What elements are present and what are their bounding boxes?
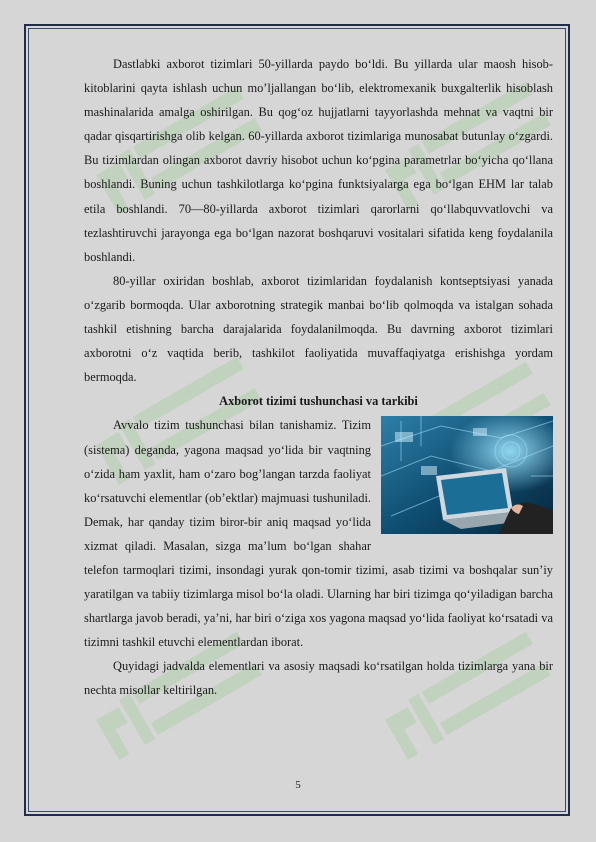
laptop-illustration [381,416,553,534]
paragraph-3: Avvalo tizim tushunchasi bilan tanishamiz. Tizim (sistema) deganda, yagona maqsad yo‘lida bir vaqtning o‘zida ham yaxlit, ham o‘zaro bog’langan tarzda faoliyat ko‘rsatuvchi elementlar (ob’ektlar) majmuasi tushuniladi. Demak, har qanday tizim biror-bir aniq maqsad yo‘lida xizmat qiladi. Masalan, sizga ma’lum bo‘lgan shahar telefon tarmoqlari tizimi, insondagi yurak qon-tomir tizimi, asab tizimi va boshqalar sun’iy yaratilgan va tabiiy tizimlarga misol bo‘la oladi. Ularning har biri tizimga qo‘yiladigan barcha shartlarga javob beradi, ya’ni, har biri o‘ziga xos yagona maqsad yo‘lida faoliyat ko‘rsatadi va tizimni tashkil etuvchi elementlardan iborat. [84,418,553,650]
section-heading: Axborot tizimi tushunchasi va tarkibi [219,394,418,409]
page-content [84,52,553,703]
paragraph-4: Quyidagi jadvalda elementlari va asosiy maqsadi ko‘rsatilgan holda tizimlarga yana bir nechta misollar keltirilgan. [84,659,553,698]
page-number: 5 [295,779,301,791]
paragraph-2: 80-yillar oxiridan boshlab, axborot tizimlaridan foydalanish kontseptsiyasi yanada o‘zgarib bormoqda. Ular axborotning strategik manbai bo‘lib qolmoqda va istalgan sohada tashkil etishning barcha darajalarida foydalanilmoqda. Bu davrning axborot tizimlari axborotni o‘z vaqtida berib, tashkilot faoliyatida muvaffaqiyatga erishishga yordam bermoqda. [84,273,553,385]
paragraph-1: Dastlabki axborot tizimlari 50-yillarda paydo bo‘ldi. Bu yillarda ular maosh hisob-kitoblarini qayta ishlash uchun mo’ljallangan bo‘lib, elektromexanik buxgalterlik hisoblash mashinalarida amalga oshirilgan. Bu qog‘oz hujjatlarni tayyorlashda mehnat va vaqtni bir qadar qisqartirishga olib kelgan. 60-yillarda axborot tizimlariga munosabat butunlay o‘zgardi. Bu tizimlardan olingan axborot davriy hisobot uchun ko‘pgina parametrlar bo‘yicha qo‘llana boshlandi. Buning uchun tashkilotlarga ko‘pgina funktsiyalarga ega bo‘lgan EHM lar talab etila boshlandi. 70—80-yillarda axborot tizimlari qarorlarni qo‘llabquvvatlovchi va tezlashtiruvchi jarayonga ega bo‘lgan nazorat boshqaruvi vositalari sifatida keng foydalanila boshlandi. [84,57,553,264]
